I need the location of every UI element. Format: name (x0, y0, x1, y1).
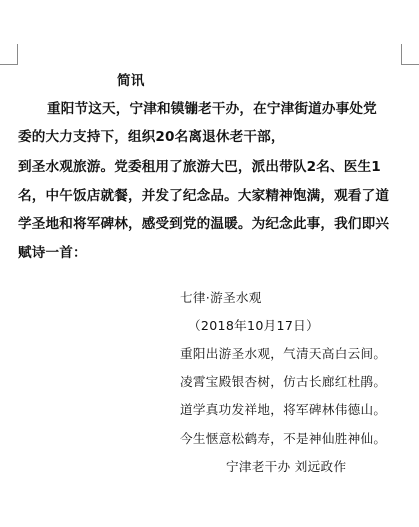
crop-mark-top-right-horizontal (401, 64, 419, 65)
poem-line: 重阳出游圣水观，气清天高白云间。 (180, 346, 387, 361)
poem-signature: 宁津老干办 刘远政作 (226, 459, 347, 474)
paragraph-line: 委的大力支持下，组织20名离退休老干部， (18, 129, 285, 145)
paragraph-line: 重阳节这天，宁津和镆镚老干办，在宁津街道办事处党 (47, 101, 377, 117)
crop-mark-top-right-vertical (401, 44, 402, 64)
paragraph-line: 到圣水观旅游。党委租用了旅游大巴，派出带队2名、医生1 (18, 159, 381, 175)
crop-mark-top-left-horizontal (0, 64, 18, 65)
document-heading: 简讯 (117, 73, 145, 89)
poem-title: 七律·游圣水观 (180, 290, 262, 305)
crop-mark-top-left-vertical (17, 44, 18, 64)
paragraph-line: 赋诗一首： (18, 245, 87, 261)
poem-line: 今生惬意松鹤寿，不是神仙胜神仙。 (180, 431, 387, 446)
poem-line: 道学真功发祥地，将军碑林伟德山。 (180, 402, 387, 417)
poem-date: （2018年10月17日） (188, 318, 319, 333)
paragraph-line: 名，中午饭店就餐，并发了纪念品。大家精神饱满，观看了道 (18, 188, 390, 204)
poem-line: 凌霄宝殿银杏树，仿古长廊红杜鹃。 (180, 374, 387, 389)
paragraph-line: 学圣地和将军碑林，感受到党的温暖。为纪念此事，我们即兴 (18, 216, 390, 232)
